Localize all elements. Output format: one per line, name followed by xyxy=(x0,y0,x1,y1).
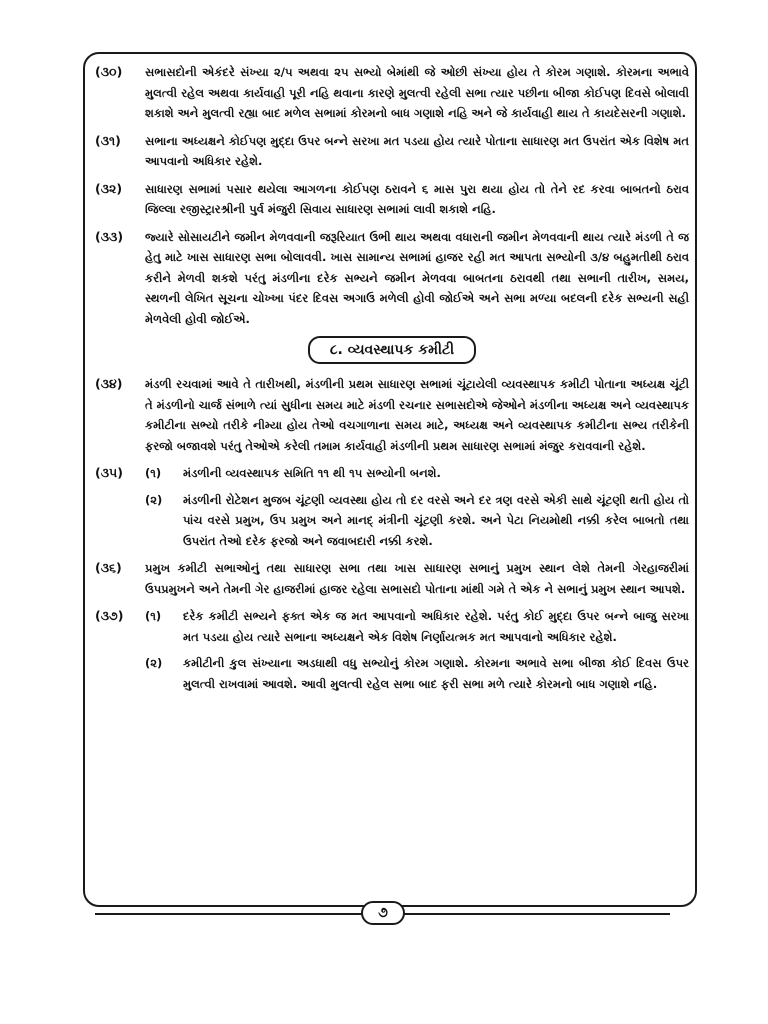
sub-clause-number: (૨) xyxy=(145,656,163,670)
clause-number: (૩૪) xyxy=(95,376,123,391)
clause-text: સભાસદોની એકંદરે સંખ્યા ૨/૫ અથવા ૨૫ સભ્યો બેમાંથી જે ઓછી સંખ્યા હોય તે કોરમ ગણાશે. કોરમના અભાવે મુલત્વી રહેલ અથવા કાર્યવાહી પૂરી નહિ થવાના કારણે મુલત્વી રહેલી સભા ત્યાર પછીના બીજા કોઈપણ દિવસે બોલાવી શકાશે અને મુલત્વી રહ્યા બાદ મળેલ સભામાં કોરમનો બાધ ગણાશે નહિ અને જે કાર્યવાહી થાય તે કાયદેસરની ગણાશે. xyxy=(145,65,689,120)
clause-number: (૩૫) xyxy=(95,465,123,480)
clause-32 xyxy=(95,179,689,220)
sub-clause xyxy=(145,490,689,552)
sub-clause-list xyxy=(145,463,689,551)
sub-clause-text: મંડળીની વ્યવસ્થાપક સમિતિ ૧૧ થી ૧૫ સભ્યોની બનશે. xyxy=(183,466,441,480)
sub-clause-list xyxy=(145,606,689,694)
clause-number: (૩૨) xyxy=(95,180,123,196)
clause-number: (૩૩) xyxy=(95,228,124,244)
clause-31 xyxy=(95,131,689,172)
sub-clause xyxy=(145,606,689,647)
section-heading-wrap xyxy=(95,336,689,364)
clause-text: પ્રમુખ કમીટી સભાઓનું તથા સાધારણ સભા તથા ખાસ સાધારણ સભાનું પ્રમુખ સ્થાન લેશે તેમની ગેરહાજરીમાં ઉપપ્રમુખને અને તેમની ગેર હાજરીમાં હાજર રહેલા સભાસદો પોતાના માંથી ગમે તે એક ને સભાનું પ્રમુખ સ્થાન આપશે. xyxy=(145,561,689,596)
clause-number: (૩૭) xyxy=(95,608,124,623)
clause-number: (૩૦) xyxy=(95,64,123,79)
clause-36 xyxy=(95,558,689,599)
sub-clause-text: દરેક કમીટી સભ્યને ફક્ત એક જ મત આપવાનો અધિકાર રહેશે. પરંતુ કોઈ મુદ્દા ઉપર બન્ને બાજુ સરખા મત પડયા હોય ત્યારે સભાના અધ્યક્ષને એક વિશેષ નિર્ણાયત્મક મત આપવાનો અધિકાર રહેશે. xyxy=(183,609,689,644)
clause-number: (૩૧) xyxy=(95,132,121,148)
clause-text: જ્યારે સોસાયટીને જમીન મેળવવાની જરૂરિયાત ઉભી થાય અથવા વધારાની જમીન મેળવવાની થાય ત્યારે મંડળી તે જ હેતુ માટે ખાસ સાધારણ સભા બોલાવવી. ખાસ સામાન્ય સભામાં હાજર રહી મત આપતા સભ્યોની ૩/૪ બહુમતીથી ઠરાવ કરીને મેળવી શકશે પરંતુ મંડળીના દરેક સભ્યને જમીન મેળવવા બાબતના ઠરાવથી તથા સભાની તારીખ, સમય, સ્થળની લેખિત સૂચના ચોખ્ખા પંદર દિવસ અગાઉ મળેલી હોવી જોઈએ અને સભા મળ્યા બદલની દરેક સભ્યની સહી મેળવેલી હોવી જોઈએ. xyxy=(145,229,689,326)
clause-text: સભાના અધ્યક્ષને કોઈપણ મુદ્દા ઉપર બન્ને સરખા મત પડયા હોય ત્યારે પોતાના સાધારણ મત ઉપરાંત એક વિશેષ મત આપવાનો અધિકાર રહેશે. xyxy=(145,133,689,168)
clause-35 xyxy=(95,463,689,551)
sub-clause-text: કમીટીની કુલ સંખ્યાના અડધાથી વધુ સભ્યોનું કોરમ ગણાશે. કોરમના અભાવે સભા બીજા કોઈ દિવસ ઉપર મુલત્વી રાખવામાં આવશે. આવી મુલત્વી રહેલ સભા બાદ ફરી સભા મળે ત્યારે કોરમનો બાધ ગણાશે નહિ. xyxy=(183,656,689,691)
page-content xyxy=(95,62,689,701)
sub-clause-text: મંડળીની રોટેશન મુજબ ચૂંટણી વ્યવસ્થા હોય તો દર વરસે અને દર ત્રણ વરસે એકી સાથે ચૂંટણી થતી હોય તો પાંચ વરસે પ્રમુખ, ઉપ પ્રમુખ અને માનદ્ મંત્રીની ચૂંટણી કરશે. અને પેટા નિયમોથી નક્કી કરેલ બાબતો તથા ઉપરાંત તેઓ દરેક ફરજો અને જવાબદારી નક્કી કરશે. xyxy=(183,492,689,548)
clause-text: મંડળી રચવામાં આવે તે તારીખથી, મંડળીની પ્રથમ સાધારણ સભામાં ચૂંટાયેલી વ્યવસ્થાપક કમીટી પોતાના અધ્યક્ષ ચૂંટી તે મંડળીનો ચાર્જ સંભાળે ત્યાં સુધીના સમય માટે મંડળી રચનાર સભાસદોએ જેઓને મંડળીના અધ્યક્ષ અને વ્યવસ્થાપક કમીટીના સભ્યો તરીકે નીમ્યા હોય તેઓ વચગાળાના સમય માટે, અધ્યક્ષ અને વ્યવસ્થાપક કમીટીના સભ્ય તરીકેની ફરજો બજાવશે પરંતુ તેઓએ કરેલી તમામ કાર્યવાહી મંડળીની પ્રથમ સાધારણ સભામાં મંજુર કરાવવાની રહેશે. xyxy=(145,377,689,453)
clause-text: સાધારણ સભામાં પસાર થયેલા આગળના કોઈપણ ઠરાવને ૬ માસ પુરા થયા હોય તો તેને રદ કરવા બાબતનો ઠરાવ જિલ્લા રજીસ્ટ્રારશ્રીની પુર્વ મંજુરી સિવાય સાધારણ સભામાં લાવી શકાશે નહિ. xyxy=(145,181,689,216)
sub-clause xyxy=(145,463,689,484)
sub-clause-number: (૧) xyxy=(145,466,162,480)
sub-clause xyxy=(145,653,689,694)
section-heading: ૮. વ્યવસ્થાપક કમીટી xyxy=(308,336,476,364)
clause-number: (૩૬) xyxy=(95,560,122,575)
sub-clause-number: (૨) xyxy=(145,492,163,507)
clause-34 xyxy=(95,374,689,456)
clause-30 xyxy=(95,62,689,124)
clause-33 xyxy=(95,227,689,330)
page-number: ૭ xyxy=(361,901,405,925)
sub-clause-number: (૧) xyxy=(145,609,162,623)
clause-37 xyxy=(95,606,689,694)
